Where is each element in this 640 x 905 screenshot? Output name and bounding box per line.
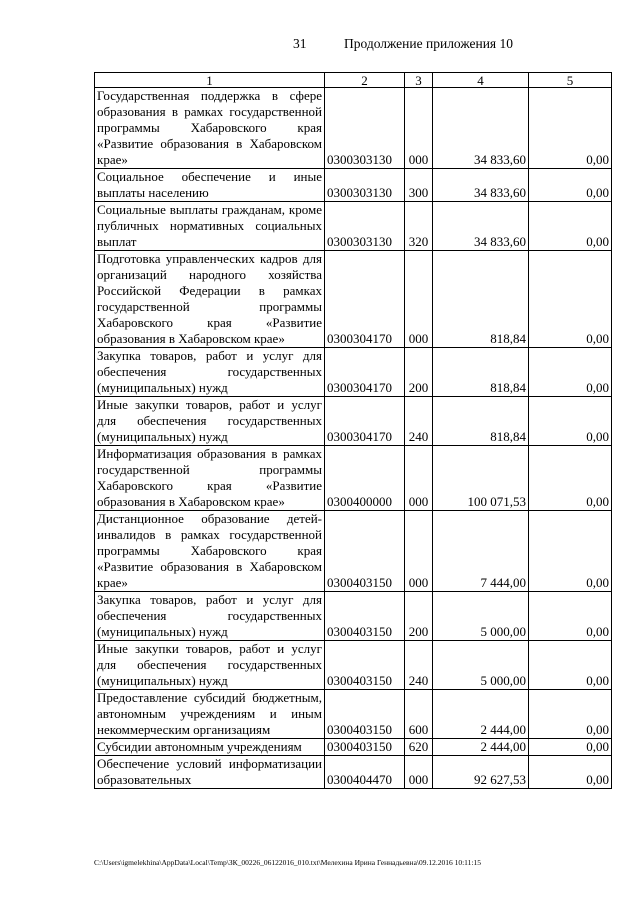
row-amount-cell: 818,84 [433,397,529,446]
row-code-cell: 0300304170 [325,397,405,446]
row-name-cell: Подготовка управленческих кадров для организаций народного хозяйства Российской Федерации в рамках государственной программы Хабаровского края «Развитие образования в Хабаровском крае» [95,251,325,348]
page-number: 31 [293,36,307,51]
table-row [95,690,612,739]
row-name-cell: Субсидии автономным учреждениям [95,739,325,756]
row-amount-cell: 818,84 [433,348,529,397]
column-number: 5 [529,73,612,88]
column-number-row [95,73,612,88]
row-amount-cell: 92 627,53 [433,756,529,789]
row-col5-cell: 0,00 [529,690,612,739]
row-vr-cell: 000 [405,446,433,511]
row-code-cell: 0300303130 [325,202,405,251]
file-path-footer: C:\Users\igmelekhina\AppData\Local\Temp\ЗК_00226_06122016_010.txt\Мелехина Ирина Геннадьевна\09.12.2016 10:11:15 [94,858,481,867]
row-vr-cell: 000 [405,756,433,789]
row-name-cell: Государственная поддержка в сфере образования в рамках государственной программы Хабаровского края «Развитие образования в Хабаровском крае» [95,88,325,169]
row-name-cell: Иные закупки товаров, работ и услуг для обеспечения государственных (муниципальных) нужд [95,641,325,690]
row-amount-cell: 34 833,60 [433,202,529,251]
row-name-cell: Дистанционное образование детей-инвалидов в рамках государственной программы Хабаровского края «Развитие образования в Хабаровском крае» [95,511,325,592]
row-col5-cell: 0,00 [529,348,612,397]
table-row [95,251,612,348]
row-code-cell: 0300304170 [325,251,405,348]
row-code-cell: 0300303130 [325,169,405,202]
table-row [95,592,612,641]
table-row [95,511,612,592]
continuation-title: Продолжение приложения 10 [344,36,514,51]
column-number: 2 [325,73,405,88]
table-row [95,88,612,169]
row-code-cell: 0300403150 [325,739,405,756]
table-row [95,756,612,789]
row-name-cell: Обеспечение условий информатизации образовательных [95,756,325,789]
row-vr-cell: 000 [405,511,433,592]
table-row [95,202,612,251]
row-col5-cell: 0,00 [529,446,612,511]
row-name-cell: Информатизация образования в рамках государственной программы Хабаровского края «Развитие образования в Хабаровском крае» [95,446,325,511]
table-row [95,739,612,756]
row-col5-cell: 0,00 [529,251,612,348]
row-amount-cell: 2 444,00 [433,690,529,739]
row-amount-cell: 818,84 [433,251,529,348]
row-col5-cell: 0,00 [529,169,612,202]
row-amount-cell: 2 444,00 [433,739,529,756]
table-row [95,641,612,690]
row-code-cell: 0300304170 [325,348,405,397]
column-number: 3 [405,73,433,88]
row-col5-cell: 0,00 [529,511,612,592]
row-col5-cell: 0,00 [529,88,612,169]
row-vr-cell: 620 [405,739,433,756]
row-amount-cell: 5 000,00 [433,592,529,641]
row-code-cell: 0300403150 [325,592,405,641]
row-col5-cell: 0,00 [529,641,612,690]
row-vr-cell: 000 [405,251,433,348]
row-col5-cell: 0,00 [529,202,612,251]
table-row [95,446,612,511]
row-name-cell: Социальные выплаты гражданам, кроме публичных нормативных социальных выплат [95,202,325,251]
column-number: 4 [433,73,529,88]
row-amount-cell: 100 071,53 [433,446,529,511]
row-name-cell: Иные закупки товаров, работ и услуг для обеспечения государственных (муниципальных) нужд [95,397,325,446]
row-code-cell: 0300403150 [325,641,405,690]
row-name-cell: Закупка товаров, работ и услуг для обеспечения государственных (муниципальных) нужд [95,592,325,641]
row-col5-cell: 0,00 [529,397,612,446]
column-number: 1 [95,73,325,88]
row-vr-cell: 600 [405,690,433,739]
row-amount-cell: 5 000,00 [433,641,529,690]
row-vr-cell: 000 [405,88,433,169]
row-vr-cell: 320 [405,202,433,251]
row-vr-cell: 240 [405,397,433,446]
row-code-cell: 0300400000 [325,446,405,511]
row-col5-cell: 0,00 [529,756,612,789]
row-name-cell: Закупка товаров, работ и услуг для обеспечения государственных (муниципальных) нужд [95,348,325,397]
table-row [95,169,612,202]
row-vr-cell: 200 [405,592,433,641]
row-col5-cell: 0,00 [529,592,612,641]
budget-table [94,72,612,789]
table-row [95,397,612,446]
row-vr-cell: 300 [405,169,433,202]
table-row [95,348,612,397]
row-code-cell: 0300404470 [325,756,405,789]
row-col5-cell: 0,00 [529,739,612,756]
row-code-cell: 0300303130 [325,88,405,169]
page-header [0,36,640,54]
row-code-cell: 0300403150 [325,690,405,739]
row-vr-cell: 200 [405,348,433,397]
row-vr-cell: 240 [405,641,433,690]
row-code-cell: 0300403150 [325,511,405,592]
row-name-cell: Предоставление субсидий бюджетным, автономным учреждениям и иным некоммерческим организациям [95,690,325,739]
row-amount-cell: 34 833,60 [433,88,529,169]
row-amount-cell: 7 444,00 [433,511,529,592]
row-name-cell: Социальное обеспечение и иные выплаты населению [95,169,325,202]
row-amount-cell: 34 833,60 [433,169,529,202]
